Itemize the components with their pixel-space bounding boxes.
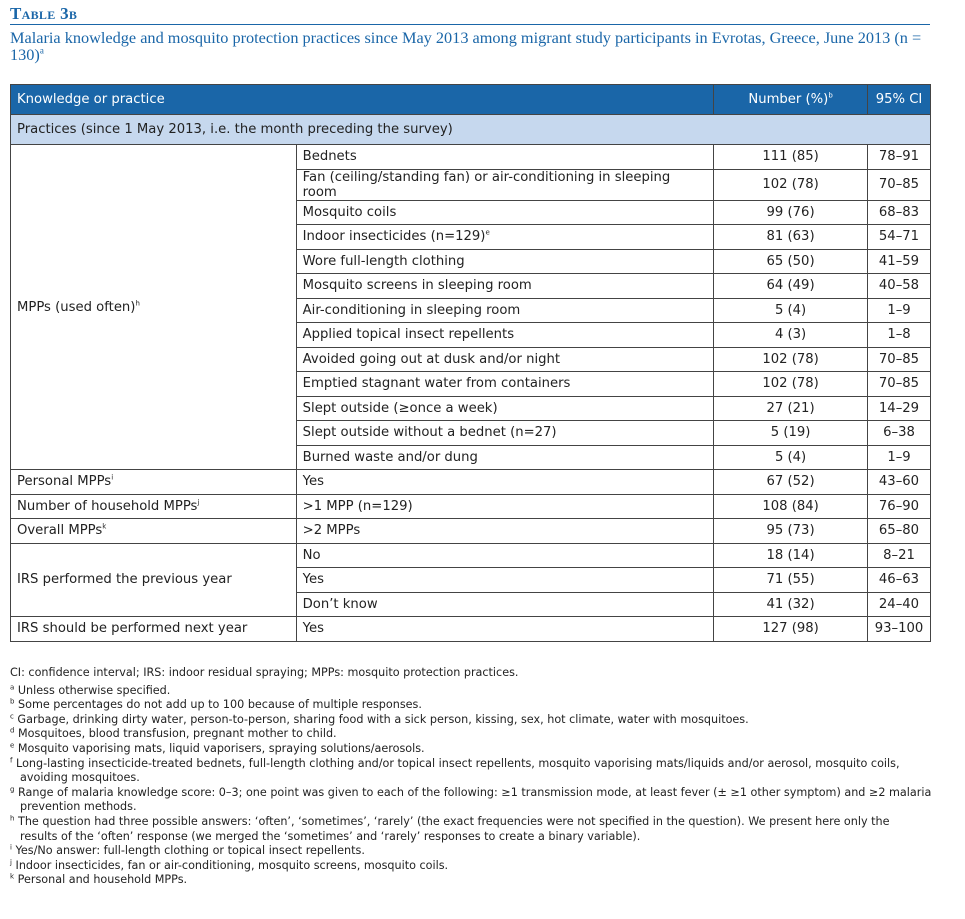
number-cell: 64 (49) [714, 274, 868, 299]
row-label-personal: Personal MPPs$^i$ [11, 470, 297, 495]
number-cell: 27 (21) [714, 396, 868, 421]
note-f: $^f$ Long-lasting insecticide-treated bednets, full-length clothing and/or topical insect repellents, mosquito vaporising mats/liquids and/or aerosol, mosquito coils, avoiding mosquitoes. [10, 755, 900, 785]
answer-cell: Yes [296, 617, 714, 642]
title-rule [10, 24, 930, 25]
practice-item: Wore full-length clothing [296, 249, 714, 274]
note-i: $^i$ Yes/No answer: full-length clothing or topical insect repellents. [10, 843, 365, 858]
section-label: Practices (since 1 May 2013, i.e. the month preceding the survey) [11, 115, 931, 145]
ci-cell: 46–63 [868, 568, 931, 593]
answer-cell: >1 MPP (n=129) [296, 494, 714, 519]
answer-cell: Yes [296, 470, 714, 495]
number-cell: 41 (32) [714, 592, 868, 617]
number-cell: 102 (78) [714, 372, 868, 397]
note-d: $^d$ Mosquitoes, blood transfusion, pregnant mother to child. [10, 726, 337, 741]
practice-item: Slept outside without a bednet (n=27) [296, 421, 714, 446]
ci-cell: 24–40 [868, 592, 931, 617]
ci-cell: 1–9 [868, 445, 931, 470]
table-caption: Malaria knowledge and mosquito protection practices since May 2013 among migrant study participants in Evrotas, Greece, June 2013 (n = 130)$^a$ [10, 28, 922, 64]
ci-cell: 70–85 [868, 372, 931, 397]
number-cell: 95 (73) [714, 519, 868, 544]
table-row [11, 617, 931, 642]
note-j: $^j$ Indoor insecticides, fan or air-conditioning, mosquito screens, mosquito coils. [10, 857, 449, 872]
note-e: $^e$ Mosquito vaporising mats, liquid vaporisers, spraying solutions/aerosols. [10, 741, 425, 755]
ci-cell: 70–85 [868, 347, 931, 372]
note-g: $^g$ Range of malaria knowledge score: 0–3; one point was given to each of the following: ≥1 transmission mode, at least fever (± ≥1 other symptom) and ≥2 malaria prevention methods. [10, 785, 932, 814]
row-label-household: Number of household MPPs$^j$ [11, 494, 297, 519]
number-cell: 108 (84) [714, 494, 868, 519]
ci-cell: 76–90 [868, 494, 931, 519]
number-cell: 5 (19) [714, 421, 868, 446]
practice-item: Indoor insecticides (n=129)$^e$ [296, 225, 714, 250]
header-number: Number (%)$^b$ [714, 85, 868, 115]
ci-cell: 41–59 [868, 249, 931, 274]
table-label: Table 3b [10, 4, 78, 23]
number-cell: 99 (76) [714, 200, 868, 225]
ci-cell: 43–60 [868, 470, 931, 495]
ci-cell: 1–9 [868, 298, 931, 323]
header-row [11, 85, 931, 115]
data-table [10, 84, 931, 642]
answer-cell: Don’t know [296, 592, 714, 617]
answer-cell: >2 MPPs [296, 519, 714, 544]
practice-item: Bednets [296, 145, 714, 170]
note-h: $^h$ The question had three possible answers: ‘often’, ‘sometimes’, ‘rarely’ (the exact frequencies were not specified in the question). We present here only the results of the ‘often’ response (we merged the ‘sometimes’ and ‘rarely’ responses to create a binary variable). [10, 814, 890, 843]
ci-cell: 68–83 [868, 200, 931, 225]
table-row [11, 543, 931, 568]
ci-cell: 93–100 [868, 617, 931, 642]
ci-cell: 70–85 [868, 169, 931, 200]
header-ci: 95% CI [868, 85, 931, 115]
note-k: $^k$ Personal and household MPPs. [10, 872, 188, 887]
row-label-irs-previous: IRS performed the previous year [11, 543, 297, 617]
number-cell: 102 (78) [714, 347, 868, 372]
row-label-mpps: MPPs (used often)$^h$ [11, 145, 297, 470]
ci-cell: 40–58 [868, 274, 931, 299]
ci-cell: 65–80 [868, 519, 931, 544]
ci-cell: 6–38 [868, 421, 931, 446]
practice-item: Fan (ceiling/standing fan) or air-conditioning in sleeping room [296, 169, 714, 200]
number-cell: 127 (98) [714, 617, 868, 642]
number-cell: 65 (50) [714, 249, 868, 274]
row-label-overall: Overall MPPs$^k$ [11, 519, 297, 544]
ci-cell: 8–21 [868, 543, 931, 568]
footnotes [10, 666, 935, 888]
note-a: $^a$ Unless otherwise specified. [10, 682, 171, 697]
ci-cell: 14–29 [868, 396, 931, 421]
note-c: $^c$ Garbage, drinking dirty water, person-to-person, sharing food with a sick person, kissing, sex, hot climate, water with mosquitoes. [10, 712, 749, 726]
practice-item: Applied topical insect repellents [296, 323, 714, 348]
number-cell: 18 (14) [714, 543, 868, 568]
table-row [11, 145, 931, 170]
table-row [11, 494, 931, 519]
number-cell: 81 (63) [714, 225, 868, 250]
practice-item: Emptied stagnant water from containers [296, 372, 714, 397]
note-abbrev: CI: confidence interval; IRS: indoor residual spraying; MPPs: mosquito protection practices. [10, 666, 519, 679]
answer-cell: Yes [296, 568, 714, 593]
number-cell: 5 (4) [714, 298, 868, 323]
answer-cell: No [296, 543, 714, 568]
table-row [11, 470, 931, 495]
practice-item: Slept outside (≥once a week) [296, 396, 714, 421]
practice-item: Burned waste and/or dung [296, 445, 714, 470]
number-cell: 102 (78) [714, 169, 868, 200]
table-row [11, 519, 931, 544]
number-cell: 71 (55) [714, 568, 868, 593]
note-b: $^b$ Some percentages do not add up to 100 because of multiple responses. [10, 697, 422, 712]
number-cell: 5 (4) [714, 445, 868, 470]
number-cell: 111 (85) [714, 145, 868, 170]
ci-cell: 1–8 [868, 323, 931, 348]
practice-item: Mosquito coils [296, 200, 714, 225]
practice-item: Air-conditioning in sleeping room [296, 298, 714, 323]
number-cell: 67 (52) [714, 470, 868, 495]
practice-item: Avoided going out at dusk and/or night [296, 347, 714, 372]
number-cell: 4 (3) [714, 323, 868, 348]
header-knowledge: Knowledge or practice [11, 85, 714, 115]
ci-cell: 78–91 [868, 145, 931, 170]
row-label-irs-next: IRS should be performed next year [11, 617, 297, 642]
ci-cell: 54–71 [868, 225, 931, 250]
practice-item: Mosquito screens in sleeping room [296, 274, 714, 299]
section-row [11, 115, 931, 145]
